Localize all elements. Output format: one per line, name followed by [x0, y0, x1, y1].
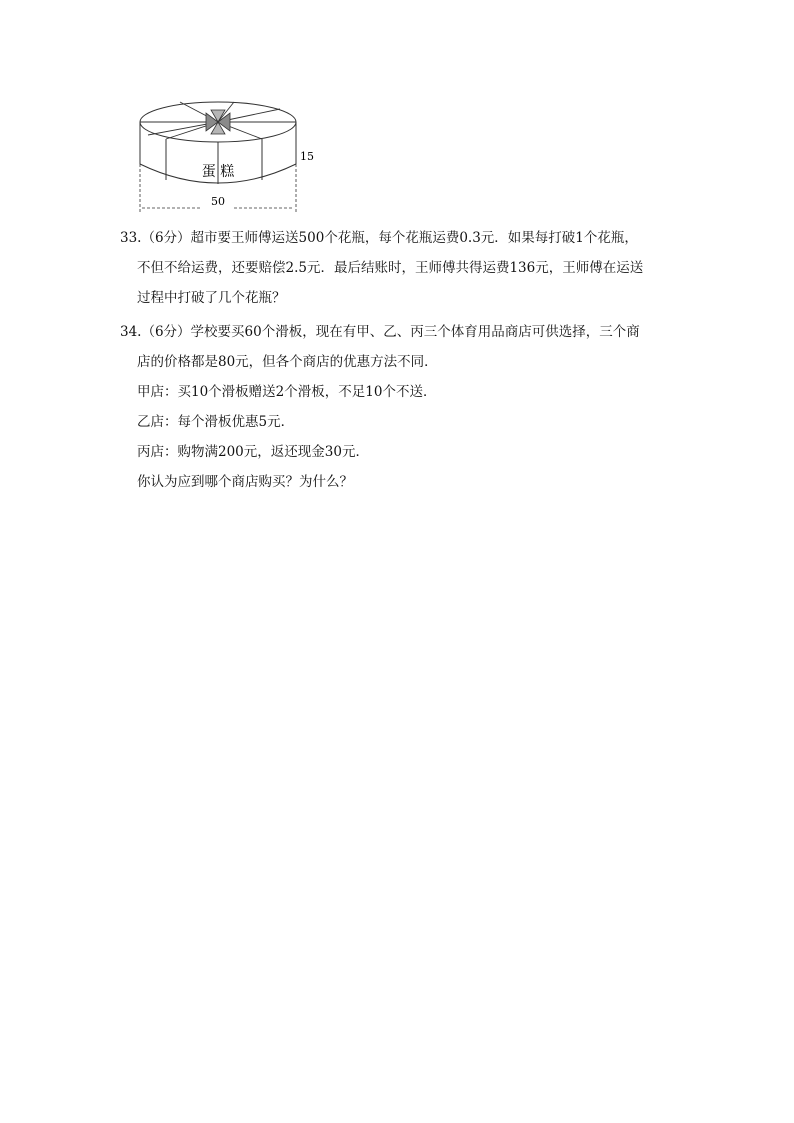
cake-label: 蛋 糕 — [201, 164, 235, 180]
height-label: 15 — [300, 150, 314, 163]
cake-diagram — [132, 92, 332, 218]
question-33 — [120, 223, 643, 313]
question-34 — [120, 317, 640, 497]
cake-figure — [132, 92, 332, 218]
question-33-line-3: 过程中打破了几个花瓶？ — [137, 290, 286, 306]
question-34-option-b: 乙店：每个滑板优惠5元． — [137, 414, 295, 430]
question-34-line-1: 34.（6分）学校要买60个滑板，现在有甲、乙、丙三个体育用品商店可供选择，三个商 — [120, 324, 640, 340]
width-label: 50 — [211, 195, 225, 208]
question-34-option-c: 丙店：购物满200元，返还现金30元． — [137, 444, 369, 460]
question-34-option-a: 甲店：买10个滑板赠送2个滑板，不足10个不送． — [137, 384, 437, 400]
question-34-prompt: 你认为应到哪个商店购买？为什么？ — [137, 474, 353, 490]
question-33-line-2: 不但不给运费，还要赔偿2.5元．最后结账时，王师傅共得运费136元，王师傅在运送 — [137, 260, 644, 276]
question-34-line-2: 店的价格都是80元，但各个商店的优惠方法不同． — [137, 354, 438, 370]
question-33-line-1: 33.（6分）超市要王师傅运送500个花瓶，每个花瓶运费0.3元．如果每打破1个花瓶， — [120, 230, 638, 246]
